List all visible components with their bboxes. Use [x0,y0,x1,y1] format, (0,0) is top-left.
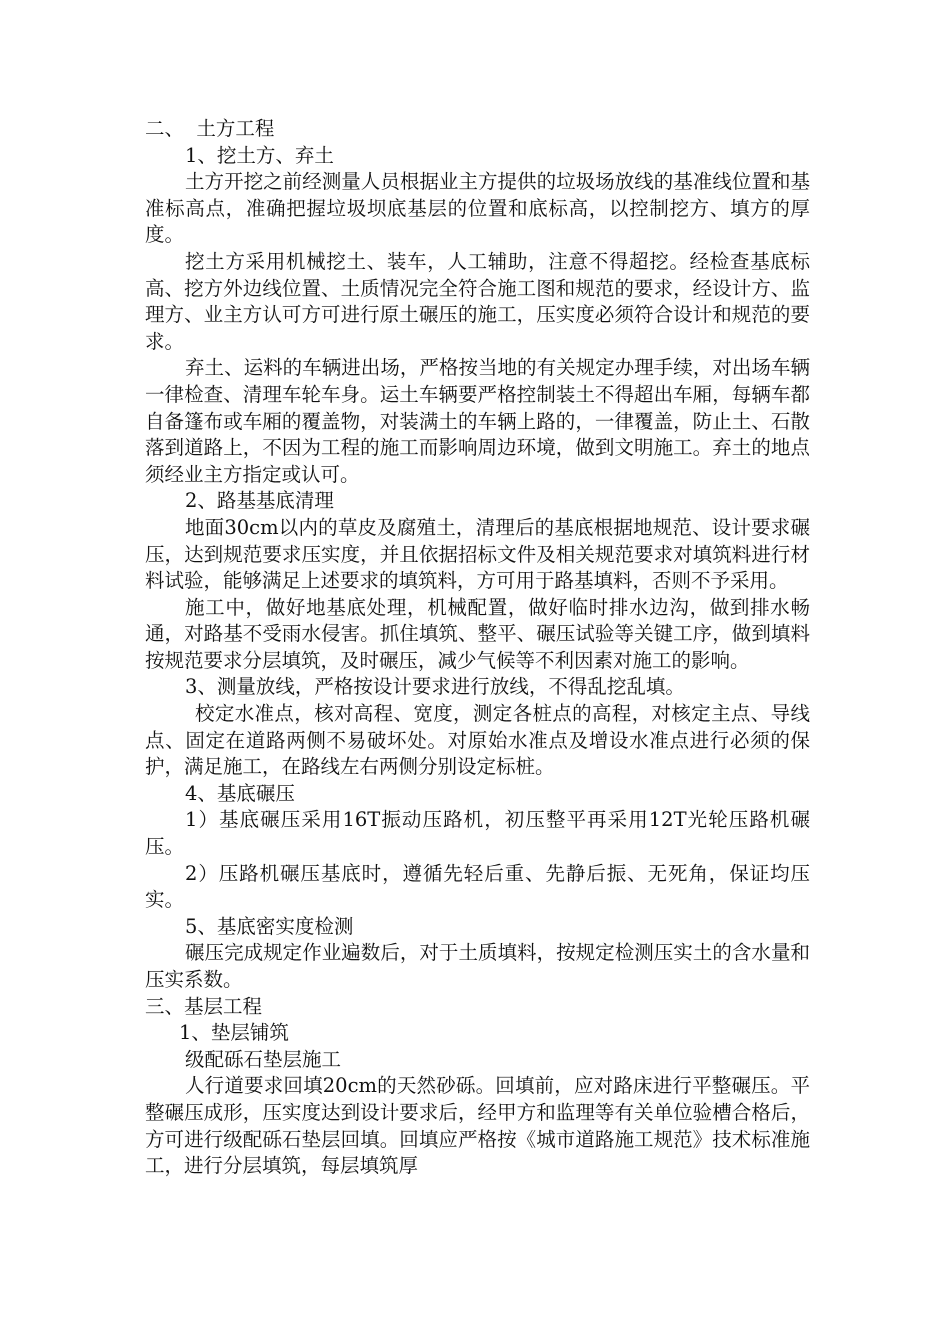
subheading-base-compaction: 4、基底碾压 [185,781,295,805]
paragraph: 1）基底碾压采用16T振动压路机，初压整平再采用12T光轮压路机碾压。 [145,808,810,859]
section-heading-earthwork: 二、 土方工程 [145,117,275,140]
subheading-cushion-layer: 1、垫层铺筑 [179,1021,289,1045]
paragraph: 2）压路机碾压基底时，遵循先轻后重、先静后振、无死角，保证均压实。 [145,861,810,912]
paragraph: 碾压完成规定作业遍数后，对于土质填料，按规定检测压实土的含水量和压实系数。 [145,941,810,991]
subheading-excavation: 1、挖土方、弃土 [185,143,334,167]
paragraph: 施工中，做好地基底处理，机械配置，做好临时排水边沟，做到排水畅通，对路基不受雨水侵害。抓住填筑、整平、碾压试验等关键工序，做到填料按规范要求分层填筑，及时碾压，减少气候等不利因素对施工的影响。 [145,595,810,672]
subheading-graded-gravel: 级配砾石垫层施工 [185,1047,342,1071]
paragraph: 弃土、运料的车辆进出场，严格按当地的有关规定办理手续，对出场车辆一律检查、清理车轮车身。运土车辆要严格控制装土不得超出车厢，每辆车都自备篷布或车厢的覆盖物，对装满土的车辆上路的，一律覆盖，防止土、石散落到道路上，不因为工程的施工而影响周边环境，做到文明施工。弃土的地点须经业主方指定或认可。 [145,356,810,486]
paragraph: 校定水准点，核对高程、宽度，测定各桩点的高程，对核定主点、导线点、固定在道路两侧不易破坏处。对原始水准点及增设水准点进行必须的保护，满足施工，在路线左右两侧分别设定标桩。 [145,702,810,779]
paragraph: 挖土方采用机械挖土、装车，人工辅助，注意不得超挖。经检查基底标高、挖方外边线位置、土质情况完全符合施工图和规范的要求，经设计方、监理方、业主方认可方可进行原土碾压的施工，压实度必须符合设计和规范的要求。 [145,249,810,353]
paragraph: 地面30cm以内的草皮及腐殖土，清理后的基底根据地规范、设计要求碾压，达到规范要求压实度，并且依据招标文件及相关规范要求对填筑料进行材料试验，能够满足上述要求的填筑料，方可用于路基填料，否则不予采用。 [145,515,810,593]
subheading-survey: 3、测量放线，严格按设计要求进行放线，不得乱挖乱填。 [185,675,685,699]
document-body [145,116,810,1180]
paragraph: 人行道要求回填20cm的天然砂砾。回填前，应对路床进行平整碾压。平整碾压成形，压实度达到设计要求后，经甲方和监理等有关单位验槽合格后，方可进行级配砾石垫层回填。回填应严格按《城市道路施工规范》技术标准施工，进行分层填筑，每层填筑厚 [145,1074,810,1178]
section-heading-base-course: 三、基层工程 [145,994,263,1018]
subheading-subgrade-clearing: 2、路基基底清理 [185,489,334,513]
paragraph: 土方开挖之前经测量人员根据业主方提供的垃圾场放线的基准线位置和基准标高点，准确把握垃圾坝底基层的位置和底标高，以控制挖方、填方的厚度。 [145,170,810,247]
subheading-density-test: 5、基底密实度检测 [185,914,354,938]
